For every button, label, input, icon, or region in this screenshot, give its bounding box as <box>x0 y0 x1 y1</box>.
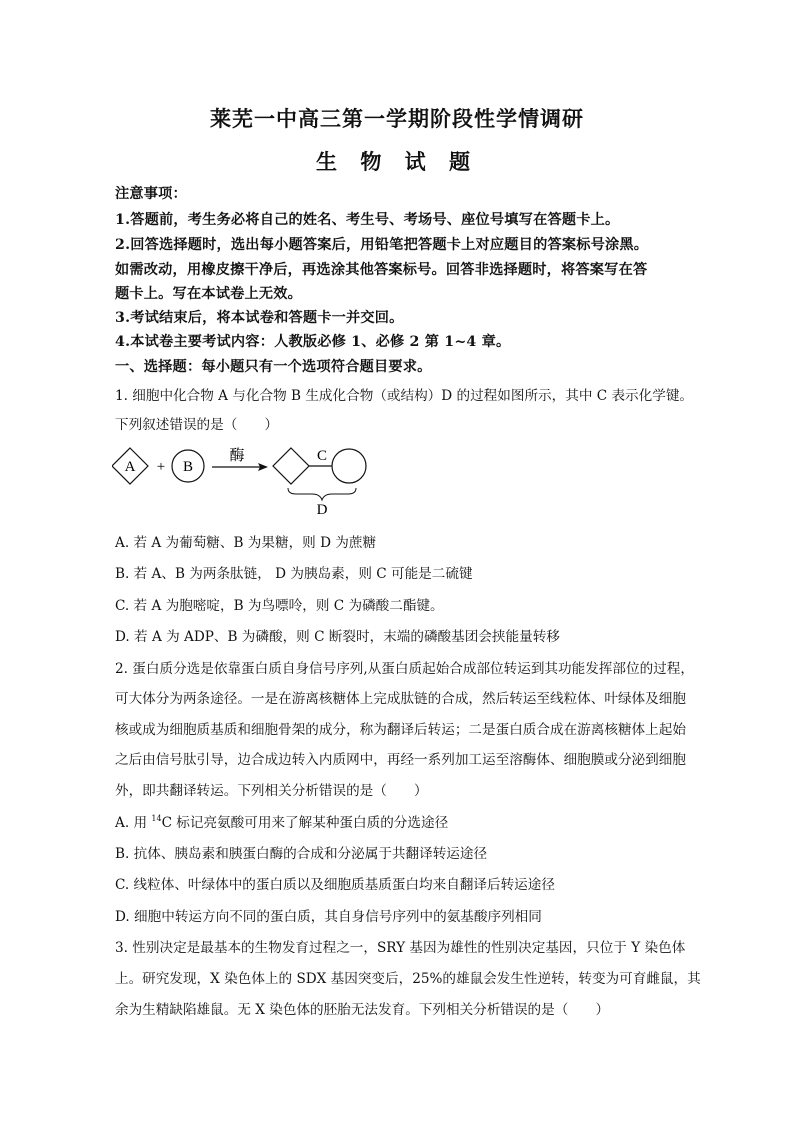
plus-sign: + <box>156 459 166 475</box>
question-stem: 之后由信号肽引导，边合成边转入内质网中，再经一系列加工运至溶酶体、细胞膜或分泌到细胞 <box>115 752 686 768</box>
notice-line: 2.回答选择题时，选出每小题答案后，用铅笔把答题卡上对应题目的答案标号涂黑。 <box>115 237 649 253</box>
enzyme-label: 酶 <box>229 446 245 464</box>
reaction-diagram <box>112 440 382 520</box>
question-stem: 余为生精缺陷雄鼠。无 X 染色体的胚胎无法发育。下列相关分析错误的是（ ） <box>115 1002 610 1018</box>
option-b: B. 若 A、B 为两条肽链， D 为胰岛素，则 C 可能是二硫键 <box>115 566 473 582</box>
notice-line: 3.考试结束后，将本试卷和答题卡一并交回。 <box>115 310 404 326</box>
exam-title: 莱芜一中高三第一学期阶段性学情调研 <box>210 106 584 131</box>
product-diamond <box>273 448 309 484</box>
exam-subtitle: 生 物 试 题 <box>316 149 478 174</box>
question-stem: 3. 性别决定是最基本的生物发育过程之一，SRY 基因为雄性的性别决定基因，只位于 Y 染色体 <box>115 940 686 956</box>
notice-line: 如需改动，用橡皮擦干净后，再选涂其他答案标号。回答非选择题时，将答案写在答 <box>115 262 648 278</box>
option-c: C. 线粒体、叶绿体中的蛋白质以及细胞质基质蛋白均来自翻译后转运途径 <box>115 877 555 893</box>
label-d: D <box>316 502 328 518</box>
notice-line: 1.答题前，考生务必将自己的姓名、考生号、考场号、座位号填写在答题卡上。 <box>115 212 620 228</box>
question-stem: 下列叙述错误的是（ ） <box>115 417 279 433</box>
option-d: D. 细胞中转运方向不同的蛋白质，其自身信号序列中的氨基酸序列相同 <box>115 909 542 925</box>
label-a: A <box>124 459 136 475</box>
notice-line: 题卡上。写在本试卷上无效。 <box>115 286 303 302</box>
brace-icon <box>288 488 356 500</box>
question-stem: 可大体分为两条途径。一是在游离核糖体上完成肽链的合成，然后转运至线粒体、叶绿体及细胞 <box>115 691 686 707</box>
notice-heading: 注意事项： <box>115 186 187 202</box>
option-a: A. 若 A 为葡萄糖、B 为果糖，则 D 为蔗糖 <box>115 535 377 551</box>
question-stem: 外，即共翻译转运。下列相关分析错误的是（ ） <box>115 783 428 799</box>
section-heading: 一、选择题：每小题只有一个选项符合题目要求。 <box>115 359 432 375</box>
product-circle <box>332 449 366 483</box>
option-b: B. 抗体、胰岛素和胰蛋白酶的合成和分泌属于共翻译转运途径 <box>115 846 488 862</box>
isotope-superscript: 14 <box>151 814 162 823</box>
label-c: C <box>316 448 328 464</box>
option-c: C. 若 A 为胞嘧啶，B 为鸟嘌呤，则 C 为磷酸二酯键。 <box>115 598 444 614</box>
question-stem: 上。研究发现，X 染色体上的 SDX 基因突变后，25%的雄鼠会发生性逆转，转变为可育雌鼠，其 <box>115 971 701 987</box>
notice-line: 4.本试卷主要考试内容：人教版必修 1、必修 2 第 1~4 章。 <box>115 334 511 350</box>
label-b: B <box>182 459 194 475</box>
option-a: A. 用 $^{14}$C 标记亮氨酸可用来了解某种蛋白质的分选途径 <box>115 814 449 831</box>
question-stem: 1. 细胞中化合物 A 与化合物 B 生成化合物（或结构）D 的过程如图所示，其中 C 表示化学键。 <box>115 388 694 404</box>
question-stem: 核或成为细胞质基质和细胞骨架的成分，称为翻译后转运；二是蛋白质合成在游离核糖体上起始 <box>115 722 686 738</box>
option-d: D. 若 A 为 ADP、B 为磷酸，则 C 断裂时，末端的磷酸基团会挟能量转移 <box>115 629 560 645</box>
question-stem: 2. 蛋白质分选是依靠蛋白质自身信号序列,从蛋白质起始合成部位转运到其功能发挥部位的过程， <box>115 661 694 677</box>
